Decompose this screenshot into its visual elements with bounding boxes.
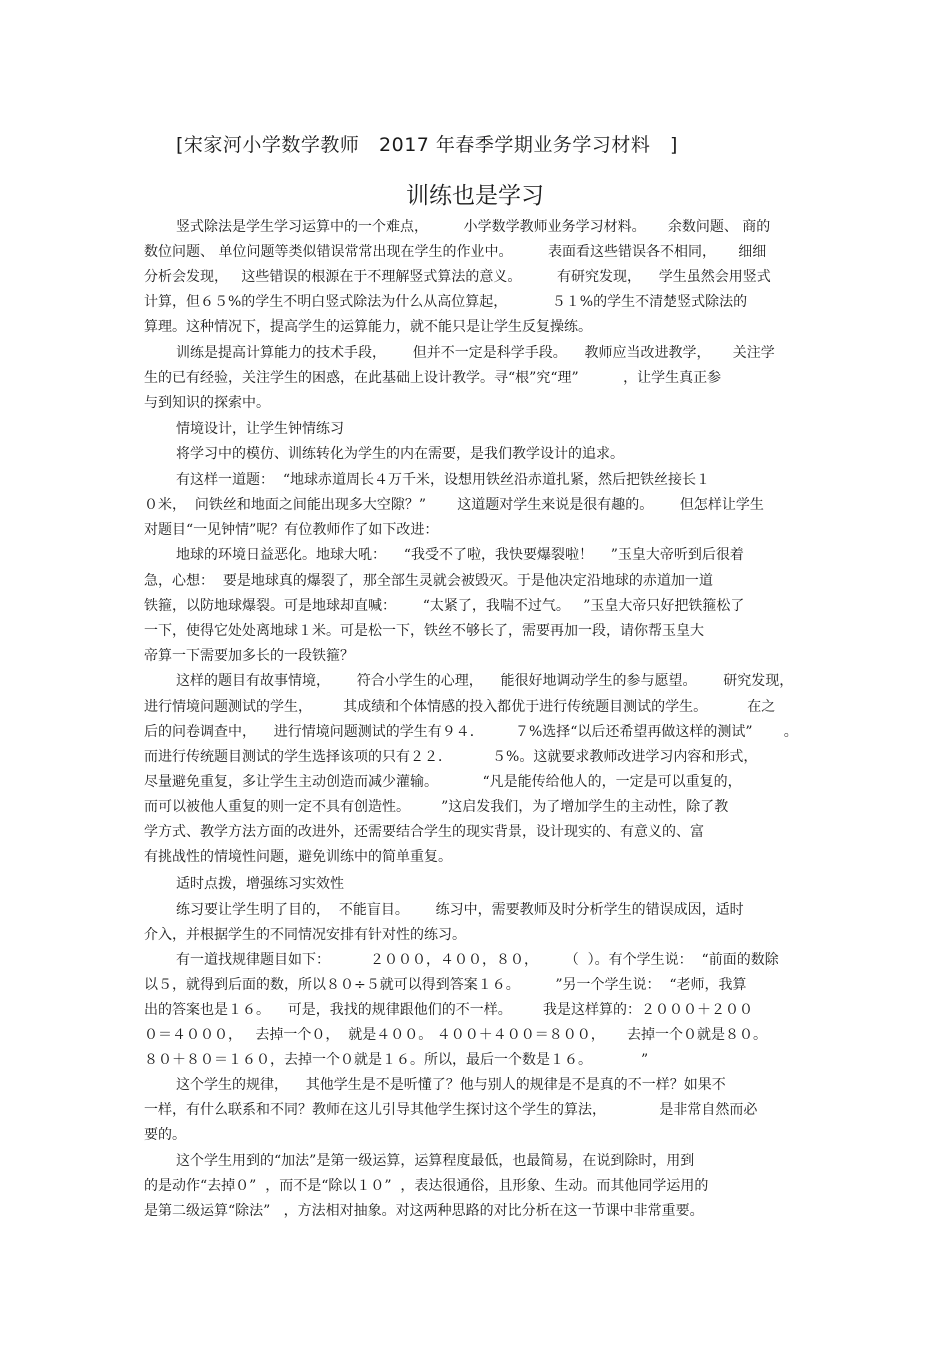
- body-line: ８０＋８０＝１６０，去掉一个０就是１６。所以，最后一个数是１６。 ”: [144, 1052, 649, 1068]
- body-line: 出的答案也是１６。 可是，我找的规律跟他们的不一样。 我是这样算的：２０００＋２００: [144, 1002, 753, 1018]
- body-line: 后的问卷调查中， 进行情境问题测试的学生有９４． ７%选择“以后还希望再做这样的测试” 。: [144, 724, 798, 740]
- article-title: 训练也是学习: [406, 183, 544, 209]
- body-line: 帝算一下需要加多长的一段铁箍？: [144, 648, 354, 664]
- body-line: 将学习中的模仿、训练转化为学生的内在需要，是我们教学设计的追求。: [176, 446, 624, 462]
- body-line: 分析会发现， 这些错误的根源在于不理解竖式算法的意义。 有研究发现， 学生虽然会用竖式: [144, 269, 771, 285]
- body-line: 以５，就得到后面的数，所以８０÷５就可以得到答案１６。 ”另一个学生说： “老师，我算: [144, 977, 747, 993]
- body-line: 急，心想： 要是地球真的爆裂了，那全部生灵就会被毁灭。于是他决定沿地球的赤道加一道: [144, 573, 713, 589]
- body-line: 而可以被他人重复的则一定不具有创造性。 ”这启发我们，为了增加学生的主动性，除了教: [144, 799, 729, 815]
- body-line: 这样的题目有故事情境， 符合小学生的心理， 能很好地调动学生的参与愿望。 研究发现，: [176, 673, 794, 689]
- body-line: 有一道找规律题目如下： ２０００，４００，８０， （ ）。有个学生说： “前面的数除: [176, 952, 779, 968]
- body-line: 学方式、教学方法方面的改进外，还需要结合学生的现实背景，设计现实的、有意义的、富: [144, 824, 704, 840]
- body-line: 训练是提高计算能力的技术手段， 但并不一定是科学手段。 教师应当改进教学， 关注学: [176, 345, 775, 361]
- body-line: ０米， 问铁丝和地面之间能出现多大空隙？” 这道题对学生来说是很有趣的。 但怎样让学生: [144, 497, 764, 513]
- body-line: 进行情境问题测试的学生， 其成绩和个体情感的投入都优于进行传统题目测试的学生。 在之: [144, 699, 776, 715]
- body-line: 与到知识的探索中。: [144, 395, 270, 411]
- body-line: 竖式除法是学生学习运算中的一个难点， 小学数学教师业务学习材料。 余数问题、 商的: [176, 219, 771, 235]
- body-line: 练习要让学生明了目的， 不能盲目。 练习中，需要教师及时分析学生的错误成因，适时: [176, 902, 744, 918]
- body-line: 尽量避免重复，多让学生主动创造而减少灌输。 “凡是能传给他人的，一定是可以重复的，: [144, 774, 742, 790]
- body-line: 数位问题、 单位问题等类似错误常常出现在学生的作业中。 表面看这些错误各不相同， 细细: [144, 244, 767, 260]
- document-header: [宋家河小学数学教师 2017 年春季学期业务学习材料 ]: [176, 134, 678, 156]
- body-line: 这个学生的规律， 其他学生是不是听懂了？他与别人的规律是不是真的不一样？如果不: [176, 1077, 726, 1093]
- body-line: 计算，但６５%的学生不明白竖式除法为什么从高位算起， ５１%的学生不清楚竖式除法的: [144, 294, 748, 310]
- body-line: 一样，有什么联系和不同？教师在这儿引导其他学生探讨这个学生的算法， 是非常自然而必: [144, 1102, 758, 1118]
- body-line: 铁箍，以防地球爆裂。可是地球却直喊： “太紧了，我喘不过气。 ”玉皇大帝只好把铁箍松了: [144, 598, 745, 614]
- body-line: 生的已有经验，关注学生的困惑，在此基础上设计教学。寻“根”究“理” ，让学生真正参: [144, 370, 722, 386]
- body-line: 是第二级运算“除法” ，方法相对抽象。对这两种思路的对比分析在这一节课中非常重要。: [144, 1203, 704, 1219]
- body-line: 一下，使得它处处离地球１米。可是松一下，铁丝不够长了，需要再加一段，请你帮玉皇大: [144, 623, 704, 639]
- body-line: 介入，并根据学生的不同情况安排有针对性的练习。: [144, 927, 466, 943]
- body-line: ０＝４０００， 去掉一个０， 就是４００。 ４００＋４００＝８００， 去掉一个０就是８０。: [144, 1027, 767, 1043]
- body-line: 有挑战性的情境性问题，避免训练中的简单重复。: [144, 849, 452, 865]
- body-line: 算理。这种情况下，提高学生的运算能力，就不能只是让学生反复操练。: [144, 319, 592, 335]
- body-line: 情境设计，让学生钟情练习: [176, 421, 344, 437]
- body-line: 地球的环境日益恶化。地球大吼： “我受不了啦，我快要爆裂啦！ ”玉皇大帝听到后很着: [176, 547, 744, 563]
- body-line: 有这样一道题： “地球赤道周长４万千米，设想用铁丝沿赤道扎紧，然后把铁丝接长１: [176, 472, 711, 488]
- body-line: 适时点拨，增强练习实效性: [176, 876, 344, 892]
- body-line: 这个学生用到的“加法”是第一级运算，运算程度最低，也最简易，在说到除时，用到: [176, 1153, 695, 1169]
- body-line: 要的。: [144, 1127, 186, 1143]
- body-line: 的是动作“去掉０” ，而不是“除以１０” ，表达很通俗，且形象、生动。而其他同学运用的: [144, 1178, 709, 1194]
- body-line: 对题目“一见钟情”呢？有位教师作了如下改进：: [144, 522, 439, 538]
- body-line: 而进行传统题目测试的学生选择该项的只有２２． ５%。这就要求教师改进学习内容和形式，: [144, 749, 758, 765]
